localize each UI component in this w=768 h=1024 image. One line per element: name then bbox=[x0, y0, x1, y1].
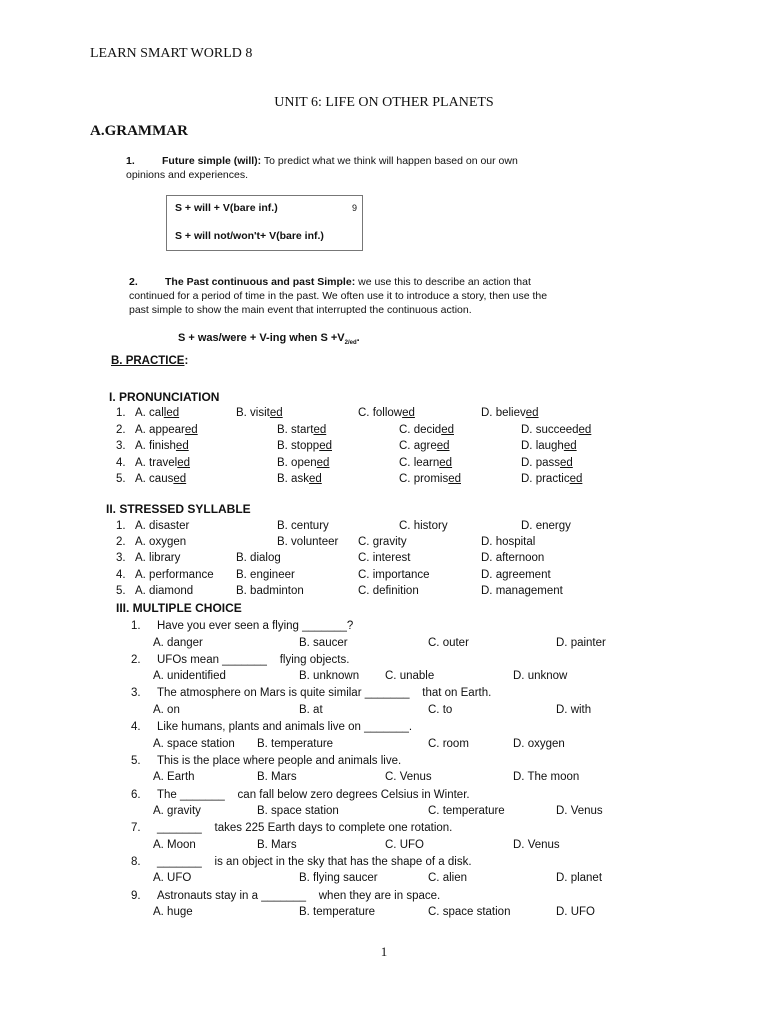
option-b: B. stopped bbox=[277, 440, 332, 453]
underlined-ending: led bbox=[163, 407, 180, 419]
grammar-item-2-text: we use this to describe an action that bbox=[355, 276, 531, 288]
option-d: D. laughed bbox=[521, 440, 577, 453]
option-c: C. promised bbox=[399, 473, 461, 486]
option-c: C. decided bbox=[399, 423, 454, 436]
question-number: 7. bbox=[131, 822, 141, 835]
option-c: C. temperature bbox=[428, 805, 505, 817]
option-c: C. importance bbox=[358, 568, 430, 581]
pronunciation-row bbox=[0, 471, 768, 487]
option-a: A. finished bbox=[135, 440, 189, 453]
mc-question bbox=[0, 888, 768, 904]
question-number: 3. bbox=[116, 552, 126, 565]
underlined-ending: ed bbox=[308, 473, 322, 486]
underlined-ending: ed bbox=[316, 456, 330, 469]
option-a: A. Earth bbox=[153, 771, 195, 784]
underlined-ending: ed bbox=[184, 423, 198, 436]
option-a: A. gravity bbox=[153, 805, 201, 817]
underlined-ending: ed bbox=[578, 423, 592, 436]
mc-options bbox=[0, 668, 768, 684]
question-number: 3. bbox=[131, 687, 141, 700]
underlined-ending: ed bbox=[269, 407, 283, 419]
option-d: D. unknow bbox=[513, 670, 568, 683]
question-text: Like humans, plants and animals live on _______. bbox=[157, 721, 413, 734]
question-number: 5. bbox=[116, 473, 126, 486]
question-text: This is the place where people and animals live. bbox=[157, 754, 402, 767]
mc-question bbox=[0, 854, 768, 870]
option-a: A. appeared bbox=[135, 423, 198, 436]
underlined-ending: ed bbox=[313, 423, 327, 436]
page-number: 1 bbox=[380, 944, 388, 959]
underlined-ending: ed bbox=[448, 473, 461, 486]
unit-title: UNIT 6: LIFE ON OTHER PLANETS bbox=[274, 95, 494, 110]
option-b: B. at bbox=[299, 703, 323, 716]
option-d: D. passed bbox=[521, 456, 573, 469]
option-d: D. afternoon bbox=[481, 552, 545, 565]
question-number: 4. bbox=[116, 456, 126, 469]
underlined-ending: ed bbox=[439, 456, 453, 469]
question-number: 1. bbox=[131, 620, 141, 632]
option-b: B. saucer bbox=[299, 636, 348, 649]
option-d: D. believed bbox=[481, 407, 539, 419]
option-a: A. called bbox=[135, 407, 180, 419]
stressed-row bbox=[0, 534, 768, 550]
question-number: 5. bbox=[116, 584, 126, 597]
option-a: A. traveled bbox=[135, 456, 190, 469]
formula-line-2: S + will not/won't+ V(bare inf.) bbox=[175, 230, 324, 242]
pronunciation-row bbox=[0, 438, 768, 454]
mc-options bbox=[0, 904, 768, 920]
formula-box bbox=[166, 195, 363, 251]
option-b: B. century bbox=[277, 520, 329, 532]
option-a: A. Moon bbox=[153, 838, 196, 851]
multiple-choice-heading: III. MULTIPLE CHOICE bbox=[116, 601, 242, 615]
option-b: B. visited bbox=[236, 407, 283, 419]
option-b: B. temperature bbox=[257, 737, 334, 750]
option-d: D. practiced bbox=[521, 473, 583, 486]
underlined-ending: ed bbox=[436, 440, 450, 453]
option-d: D. hospital bbox=[481, 536, 536, 549]
option-d: D. Venus bbox=[556, 805, 603, 817]
grammar-item-1-text: To predict what we think will happen based on our own bbox=[261, 155, 518, 167]
question-text: Astronauts stay in a _______ when they are in space. bbox=[157, 889, 441, 902]
option-c: C. alien bbox=[428, 872, 467, 885]
pronunciation-row bbox=[0, 422, 768, 438]
underlined-ending: ed bbox=[402, 407, 415, 419]
option-b: B. temperature bbox=[299, 906, 376, 919]
question-text: Have you ever seen a flying _______? bbox=[157, 620, 354, 632]
mc-question bbox=[0, 652, 768, 668]
underlined-ending: ed bbox=[319, 440, 332, 453]
grammar-item-2-text-line2: continued for a period of time in the past. We often use it to introduce a story, then use the bbox=[129, 290, 548, 302]
option-b: B. Mars bbox=[257, 771, 297, 784]
grammar-item-1-text-line2: opinions and experiences. bbox=[126, 169, 249, 181]
question-number: 3. bbox=[116, 440, 126, 453]
underlined-ending: ed bbox=[525, 407, 539, 419]
option-d: D. with bbox=[556, 703, 592, 716]
mc-options bbox=[0, 803, 768, 819]
option-c: C. Venus bbox=[385, 771, 432, 784]
stressed-row bbox=[0, 518, 768, 534]
option-b: B. started bbox=[277, 423, 327, 436]
question-number: 6. bbox=[131, 788, 141, 801]
document-header: LEARN SMART WORLD 8 bbox=[90, 46, 253, 61]
underlined-ending: ed bbox=[173, 473, 187, 486]
option-c: C. gravity bbox=[358, 536, 407, 549]
question-number: 1. bbox=[116, 520, 126, 532]
pronunciation-row bbox=[0, 405, 768, 421]
pronunciation-heading: I. PRONUNCIATION bbox=[109, 390, 220, 404]
option-b: B. flying saucer bbox=[299, 872, 378, 885]
grammar-item-1: 1. Future simple (will): To predict what we think will happen based on our own bbox=[126, 155, 518, 167]
question-number: 2. bbox=[131, 653, 141, 666]
mc-options bbox=[0, 769, 768, 785]
option-b: B. asked bbox=[277, 473, 322, 486]
option-a: A. space station bbox=[153, 737, 235, 750]
formula-note: 9 bbox=[351, 203, 357, 213]
option-d: D. UFO bbox=[556, 906, 595, 919]
option-c: C. definition bbox=[358, 584, 419, 597]
option-b: B. badminton bbox=[236, 584, 304, 597]
option-c: C. agreed bbox=[399, 440, 450, 453]
underlined-ending: ed bbox=[563, 440, 577, 453]
option-c: C. UFO bbox=[385, 838, 424, 851]
underlined-ending: ed bbox=[175, 440, 189, 453]
grammar-item-2-title: The Past continuous and past Simple: bbox=[165, 276, 356, 288]
option-c: C. learned bbox=[399, 456, 453, 469]
stressed-row bbox=[0, 550, 768, 566]
mc-question bbox=[0, 719, 768, 735]
question-text: _______ is an object in the sky that has the shape of a disk. bbox=[157, 855, 472, 868]
option-d: D. succeeded bbox=[521, 423, 592, 436]
question-number: 8. bbox=[131, 855, 141, 868]
option-d: D. The moon bbox=[513, 771, 580, 784]
option-c: C. room bbox=[428, 737, 469, 750]
option-c: C. outer bbox=[428, 636, 469, 649]
mc-options bbox=[0, 702, 768, 718]
option-d: D. management bbox=[481, 584, 563, 597]
option-d: D. planet bbox=[556, 872, 603, 885]
option-c: C. followed bbox=[358, 407, 415, 419]
stressed-row bbox=[0, 567, 768, 583]
option-b: B. volunteer bbox=[277, 536, 339, 549]
grammar-item-2: 2. The Past continuous and past Simple: we use this to describe an action that bbox=[129, 276, 531, 288]
option-a: A. unidentified bbox=[153, 670, 226, 683]
option-c: C. to bbox=[428, 703, 453, 716]
grammar-item-1-title: Future simple (will): bbox=[162, 155, 262, 167]
question-text: _______ takes 225 Earth days to complete one rotation. bbox=[157, 822, 453, 835]
question-text: UFOs mean _______ flying objects. bbox=[157, 653, 350, 666]
underlined-ending: ed bbox=[177, 456, 190, 469]
question-number: 5. bbox=[131, 754, 141, 767]
option-c: C. interest bbox=[358, 552, 411, 565]
option-d: D. energy bbox=[521, 520, 571, 532]
option-b: B. space station bbox=[257, 805, 339, 817]
option-c: C. unable bbox=[385, 670, 435, 683]
option-a: A. UFO bbox=[153, 872, 192, 885]
stressed-syllable-heading: II. STRESSED SYLLABLE bbox=[106, 502, 251, 516]
option-d: D. agreement bbox=[481, 568, 551, 581]
underlined-ending: ed bbox=[441, 423, 454, 436]
question-number: 2. bbox=[116, 536, 126, 549]
pronunciation-row bbox=[0, 455, 768, 471]
mc-options bbox=[0, 870, 768, 886]
grammar-item-2-text-line3: past simple to show the main event that interrupted the continuous action. bbox=[129, 304, 472, 316]
underlined-ending: ed bbox=[560, 456, 573, 469]
option-d: D. painter bbox=[556, 636, 606, 649]
option-a: A. diamond bbox=[135, 584, 194, 597]
mc-question bbox=[0, 618, 768, 634]
option-d: D. Venus bbox=[513, 838, 560, 851]
option-a: A. huge bbox=[153, 906, 193, 919]
option-a: A. disaster bbox=[135, 520, 190, 532]
mc-question bbox=[0, 753, 768, 769]
option-a: A. oxygen bbox=[135, 536, 187, 549]
underlined-ending: ed bbox=[569, 473, 583, 486]
mc-options bbox=[0, 635, 768, 651]
grammar-heading: A.GRAMMAR bbox=[90, 123, 188, 139]
option-a: A. caused bbox=[135, 473, 187, 486]
option-a: A. danger bbox=[153, 636, 203, 649]
option-b: B. unknown bbox=[299, 670, 360, 683]
mc-question bbox=[0, 685, 768, 701]
question-number: 4. bbox=[131, 721, 141, 734]
mc-question bbox=[0, 820, 768, 836]
question-number: 2. bbox=[116, 423, 126, 436]
practice-heading: B. PRACTICE: bbox=[111, 355, 189, 367]
question-text: The atmosphere on Mars is quite similar _______ that on Earth. bbox=[157, 687, 492, 700]
question-number: 1. bbox=[116, 407, 126, 419]
stressed-row bbox=[0, 583, 768, 599]
option-c: C. history bbox=[399, 520, 448, 532]
past-continuous-formula: S + was/were + V-ing when $S +V_{2/ed}$. bbox=[178, 332, 360, 347]
mc-options bbox=[0, 736, 768, 752]
option-b: B. opened bbox=[277, 456, 330, 469]
question-text: The _______ can fall below zero degrees Celsius in Winter. bbox=[157, 788, 470, 801]
question-number: 4. bbox=[116, 568, 126, 581]
mc-options bbox=[0, 837, 768, 853]
question-number: 9. bbox=[131, 889, 141, 902]
option-c: C. space station bbox=[428, 906, 511, 919]
option-b: B. engineer bbox=[236, 568, 295, 581]
mc-question bbox=[0, 787, 768, 803]
option-a: A. on bbox=[153, 703, 180, 716]
option-a: A. library bbox=[135, 552, 181, 565]
option-b: B. dialog bbox=[236, 552, 281, 565]
option-b: B. Mars bbox=[257, 838, 297, 851]
option-d: D. oxygen bbox=[513, 737, 565, 750]
option-a: A. performance bbox=[135, 568, 214, 581]
formula-line-1: S + will + V(bare inf.) bbox=[175, 202, 278, 214]
